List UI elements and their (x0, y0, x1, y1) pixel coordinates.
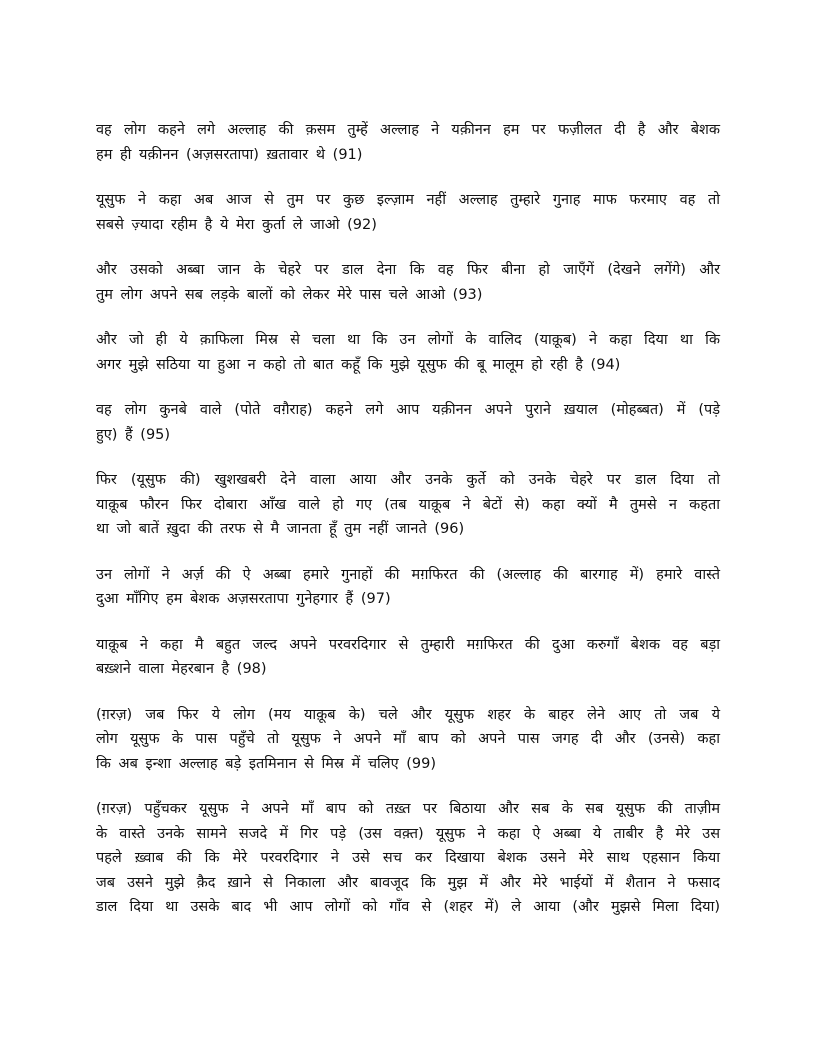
document-page (96, 118, 720, 941)
text-line: सबसे ज़्यादा रहीम है ये मेरा कुर्ता ले जाओ (92) (96, 216, 377, 233)
text-line: उन लोगों ने अर्ज़ की ऐ अब्बा हमारे गुनाहों की मग़फिरत की (अल्लाह की बारगाह में) हमारे वास्ते (96, 566, 720, 583)
text-line: था जो बातें ख़ुदा की तरफ से मै जानता हूँ तुम नहीं जानते (96) (96, 521, 465, 537)
paragraph-verse-100 (96, 797, 720, 920)
text-line: (ग़रज़) पहुँचकर यूसुफ ने अपने माँ बाप को तख़्त पर बिठाया और सब के सब यूसुफ की ताज़ीम (96, 801, 720, 817)
text-line: वह लोग कुनबे वाले (पोते वग़ैराह) कहने लगे आप यक़ीनन अपने पुराने ख़याल (मोहब्बत) में (पड़े (96, 402, 720, 418)
paragraph-verse-98 (96, 633, 720, 682)
text-line: जब उसने मुझे क़ैद ख़ाने से निकाला और बावजूद कि मुझ में और मेरे भाईयों में शैतान ने फसाद (96, 874, 720, 891)
text-line: फिर (यूसुफ की) खुशखबरी देने वाला आया और उनके कुर्ते को उनके चेहरे पर डाल दिया तो (96, 472, 720, 488)
paragraph-verse-91 (96, 118, 720, 167)
text-line: याक़ूब फौरन फिर दोबारा आँख वाले हो गए (तब याक़ूब ने बेटों से) कहा क्यों मै तुमसे न कहता (96, 496, 720, 513)
text-line: बख़्शने वाला मेहरबान है (98) (96, 661, 267, 677)
text-line: पहले ख़्वाब की कि मेरे परवरदिगार ने उसे सच कर दिखाया बेशक उसने मेरे साथ एहसान किया (96, 850, 720, 866)
paragraph-verse-97 (96, 563, 720, 612)
text-line: कि अब इन्शा अल्लाह बड़े इतमिनान से मिस्र में चलिए (99) (96, 755, 437, 772)
text-line: लोग यूसुफ के पास पहुँचे तो यूसुफ ने अपने माँ बाप को अपने पास जगह दी और (उनसे) कहा (96, 731, 720, 747)
paragraph-verse-96 (96, 468, 720, 542)
paragraph-verse-95 (96, 398, 720, 447)
text-line: तुम लोग अपने सब लड़के बालों को लेकर मेरे पास चले आओ (93) (96, 286, 483, 303)
paragraph-verse-94 (96, 328, 720, 377)
text-line: हुए) हैं (95) (96, 426, 171, 443)
text-line: वह लोग कहने लगे अल्लाह की क़सम तुम्हें अल्लाह ने यक़ीनन हम पर फज़ीलत दी है और बेशक (96, 122, 720, 138)
text-line: के वास्ते उनके सामने सजदे में गिर पड़े (उस वक़्त) यूसुफ ने कहा ऐ अब्बा ये ताबीर है मेरे उस (96, 825, 720, 842)
paragraph-verse-92 (96, 188, 720, 237)
text-line: और जो ही ये क़ाफिला मिस्र से चला था कि उन लोगों के वालिद (याक़ूब) ने कहा दिया था कि (96, 332, 720, 348)
text-line: दुआ माँगिए हम बेशक अज़सरतापा गुनेहगार हैं (97) (96, 591, 391, 607)
paragraph-verse-93 (96, 258, 720, 307)
text-line: याक़ूब ने कहा मै बहुत जल्द अपने परवरदिगार से तुम्हारी मग़फिरत की दुआ करुगाँ बेशक वह बड़ा (96, 636, 720, 653)
paragraph-verse-99 (96, 703, 720, 777)
text-line: हम ही यक़ीनन (अज़सरतापा) ख़तावार थे (91) (96, 146, 363, 163)
text-line: डाल दिया था उसके बाद भी आप लोगों को गाँव से (शहर में) ले आया (और मुझसे मिला दिया) (96, 899, 720, 915)
text-line: और उसको अब्बा जान के चेहरे पर डाल देना कि वह फिर बीना हो जाएँगें (देखने लगेंगे) और (96, 262, 720, 278)
text-line: (ग़रज़) जब फिर ये लोग (मय याक़ूब के) चले और यूसुफ शहर के बाहर लेने आए तो जब ये (96, 706, 720, 723)
text-line: अगर मुझे सठिया या हुआ न कहो तो बात कहूँ कि मुझे यूसुफ की बू मालूम हो रही है (94) (96, 356, 621, 373)
text-line: यूसुफ ने कहा अब आज से तुम पर कुछ इल्ज़ाम नहीं अल्लाह तुम्हारे गुनाह माफ फरमाए वह तो (96, 192, 720, 208)
